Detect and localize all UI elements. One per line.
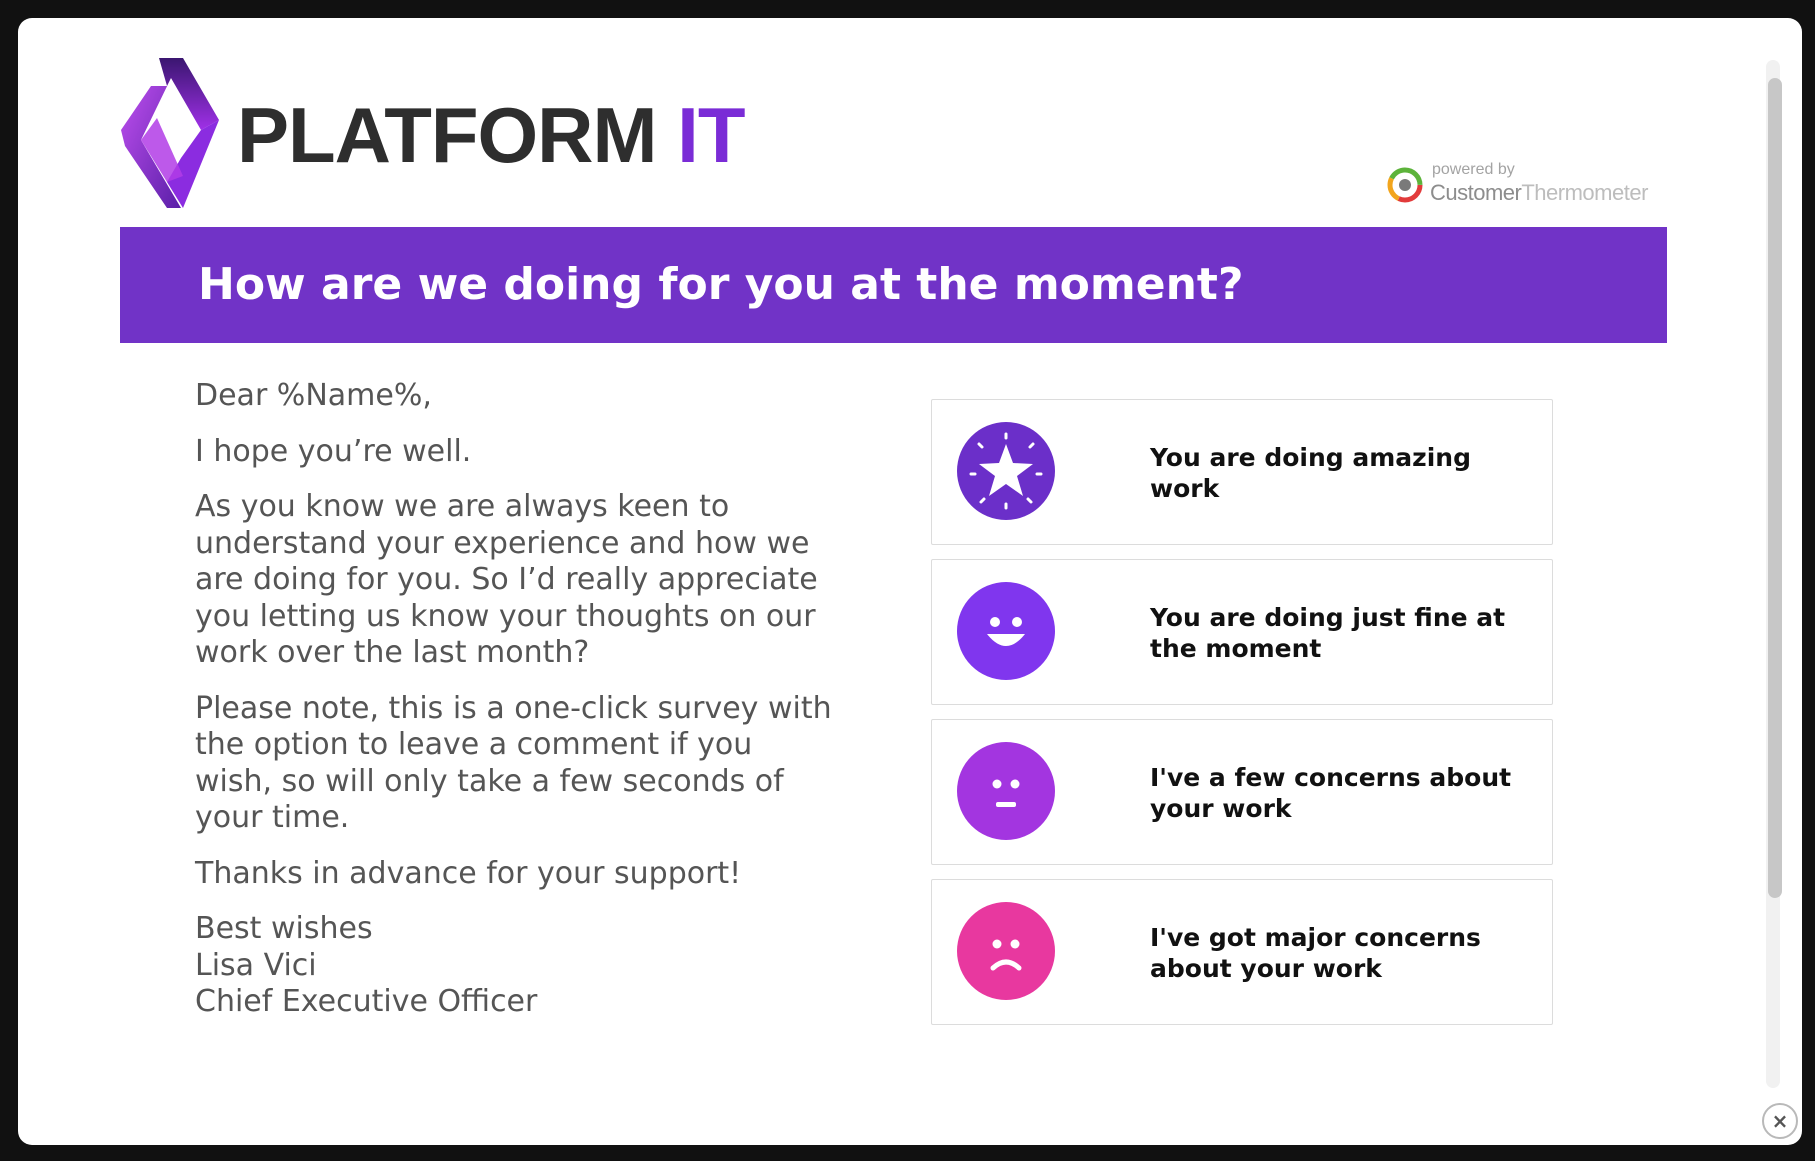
option-major-concerns[interactable] [931,879,1553,1025]
option-amazing-face [957,422,1055,520]
letter-thanks: Thanks in advance for your support! [195,855,742,891]
powered-brand-customer: Customer [1430,180,1522,205]
letter-signoff: Best wishes [195,911,373,946]
close-icon: × [1771,1109,1789,1133]
powered-by-brand [1430,182,1648,204]
survey-window [18,18,1802,1145]
letter-paragraph-1: As you know we are always keen to understand your experience and how we are doing for you. So I’d really appreciate you letting us know your thoughts on our work over the last month? [195,489,818,670]
option-major-concerns-face [957,902,1055,1000]
option-few-concerns-face [957,742,1055,840]
logo-mark-icon [121,58,219,208]
sad-face-icon [957,902,1055,1000]
logo-word-platform: PLATFORM [237,91,657,179]
logo-word-it: IT [677,91,745,179]
letter-paragraph-2: Please note, this is a one-click survey with the option to leave a comment if you wish, so will only take a few seconds of your time. [195,690,832,835]
survey-question: How are we doing for you at the moment? [198,259,1244,310]
option-amazing-label: You are doing amazing work [1150,443,1471,503]
letter-signer-role: Chief Executive Officer [195,984,538,1019]
neutral-face-icon [957,742,1055,840]
option-few-concerns[interactable] [931,719,1553,865]
smile-face-icon [957,582,1055,680]
letter-line-1: I hope you’re well. [195,433,472,469]
powered-brand-thermometer: Thermometer [1521,180,1648,205]
close-button[interactable] [1762,1103,1798,1139]
customer-thermometer-logo-icon [1386,166,1424,204]
option-amazing[interactable] [931,399,1553,545]
letter-greeting: Dear %Name%, [195,378,432,413]
scrollbar-thumb[interactable] [1768,78,1782,898]
rating-options [931,399,1553,1039]
option-major-concerns-label: I've got major concerns about your work [1150,923,1481,983]
logo-wordmark [237,91,745,179]
star-icon [957,422,1055,520]
powered-by-badge[interactable] [1386,146,1686,206]
option-just-fine[interactable] [931,559,1553,705]
option-few-concerns-label: I've a few concerns about your work [1150,763,1512,823]
letter-body [195,378,835,1021]
powered-by-label: powered by [1432,161,1515,178]
option-just-fine-label: You are doing just fine at the moment [1150,603,1506,663]
letter-signer-name: Lisa Vici [195,947,317,983]
question-banner [120,227,1667,343]
option-just-fine-face [957,582,1055,680]
